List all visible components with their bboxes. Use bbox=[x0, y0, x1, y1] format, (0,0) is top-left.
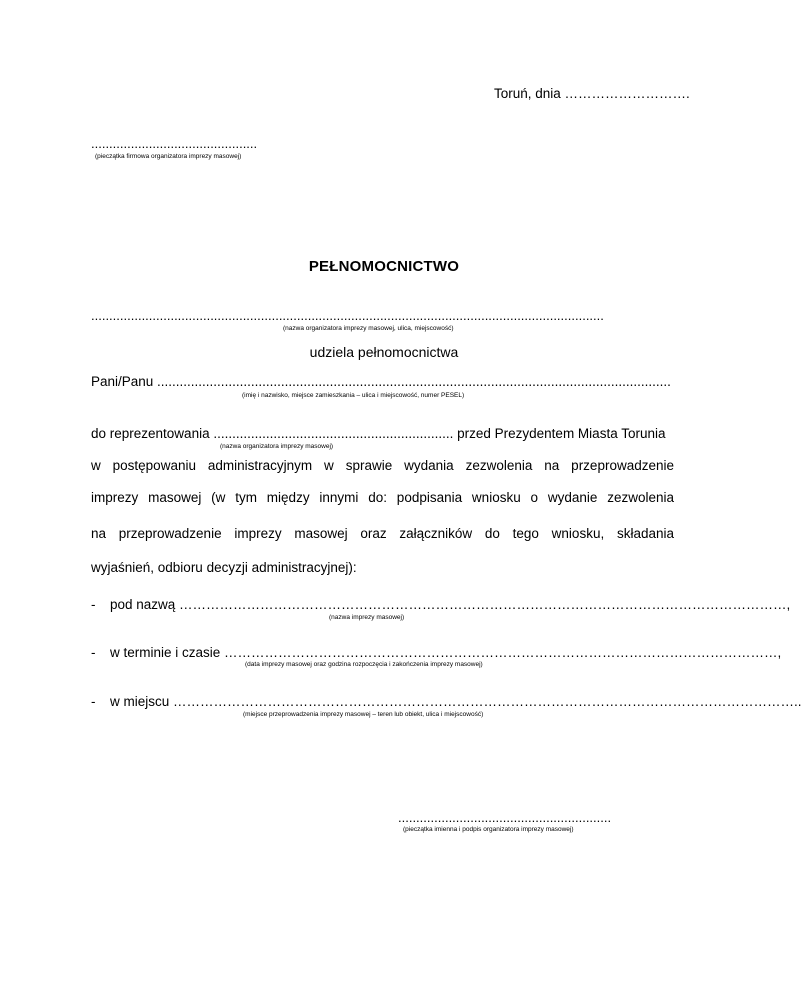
signature-caption: (pieczątka imienna i podpis organizatora imprezy masowej) bbox=[403, 826, 574, 833]
represent-caption: (nazwa organizatora imprezy masowej) bbox=[220, 443, 334, 450]
grants-text: udziela pełnomocnictwa bbox=[309, 344, 459, 360]
document-title: PEŁNOMOCNICTWO bbox=[308, 258, 460, 275]
item-dash: - bbox=[91, 597, 96, 612]
event-time-caption: (data imprezy masowej oraz godzina rozpoczęcia i zakończenia imprezy masowej) bbox=[245, 661, 483, 668]
company-stamp-caption: (pieczątka firmowa organizatora imprezy masowej) bbox=[95, 153, 242, 160]
event-name-caption: (nazwa imprezy masowej) bbox=[329, 614, 405, 621]
signature-dots: ........................................................... bbox=[398, 810, 612, 825]
represent-line: do reprezentowania ................................................................ przed Prezydentem Miasta Torunia bbox=[91, 426, 666, 441]
company-stamp-dots: .............................................. bbox=[91, 136, 258, 151]
body-line-2: imprezy masowej (w tym między innymi do: podpisania wniosku o wydanie zezwolenia bbox=[91, 490, 674, 505]
event-place-caption: (miejsce przeprowadzenia imprezy masowej – teren lub obiekt, ulica i miejscowość) bbox=[243, 711, 484, 718]
person-line: Pani/Panu ......................................................................................................................................... bbox=[91, 374, 671, 389]
body-line-4: wyjaśnień, odbioru decyzji administracyjnej): bbox=[91, 560, 357, 575]
person-caption: (imię i nazwisko, miejsce zamieszkania – ulica i miejscowość, numer PESEL) bbox=[242, 392, 465, 399]
organizer-dots: .............................................................................................................................................. bbox=[91, 308, 604, 323]
place-date: Toruń, dnia ………………………. bbox=[494, 86, 690, 101]
body-line-1: w postępowaniu administracyjnym w sprawie wydania zezwolenia na przeprowadzenie bbox=[91, 458, 674, 473]
item-dash: - bbox=[91, 694, 96, 709]
event-place-line: w miejscu ………………………………………………………………………………………………………………………….. bbox=[110, 694, 802, 709]
item-dash: - bbox=[91, 645, 96, 660]
body-line-3: na przeprowadzenie imprezy masowej oraz załączników do tego wniosku, składania bbox=[91, 526, 674, 541]
event-name-line: pod nazwą ………………………………………………………………………………………………………………………, bbox=[110, 597, 791, 612]
event-time-line: w terminie i czasie ……………………………………………………………………………………………………………, bbox=[110, 645, 782, 660]
organizer-caption: (nazwa organizatora imprezy masowej, ulica, miejscowość) bbox=[283, 325, 454, 332]
